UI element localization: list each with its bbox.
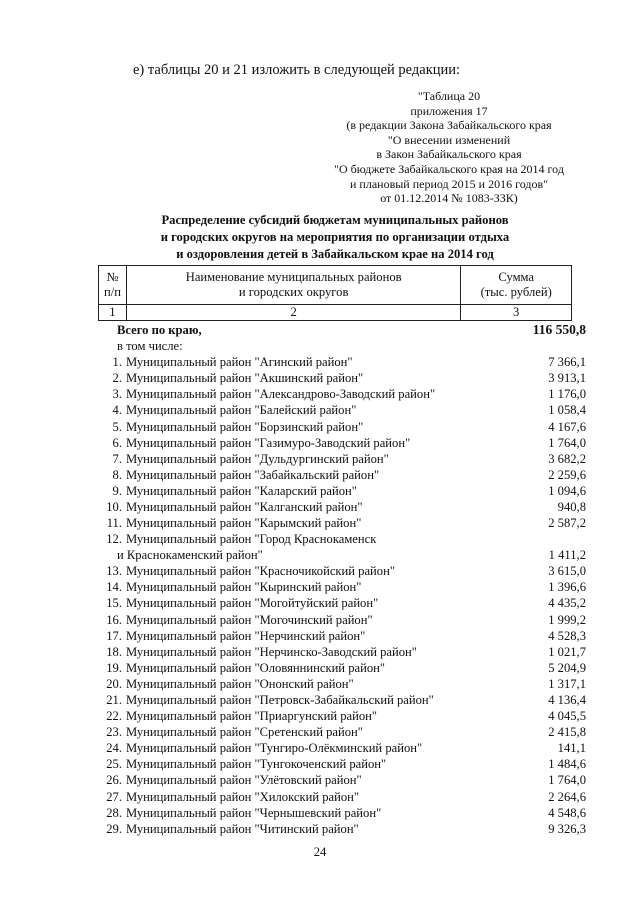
row-number: 26. <box>106 773 122 788</box>
table-row <box>100 579 586 595</box>
row-name: Муниципальный район "Акшинский район" <box>126 371 364 386</box>
row-value: 1 764,0 <box>548 773 586 788</box>
table-row <box>100 724 586 740</box>
table-row <box>100 435 586 451</box>
table-row <box>100 740 586 756</box>
row-number: 23. <box>106 725 122 740</box>
row-number: 15. <box>106 596 122 611</box>
row-name: Муниципальный район "Агинский район" <box>126 355 353 370</box>
row-name: Муниципальный район "Забайкальский район" <box>126 467 380 482</box>
header-line: и плановый период 2015 и 2016 годов" <box>349 176 549 191</box>
row-name: Муниципальный район "Читинский район" <box>126 821 359 836</box>
total-label: Всего по краю, <box>117 323 202 337</box>
row-number: 18. <box>106 644 122 659</box>
row-number: 21. <box>106 692 122 707</box>
row-value: 141,1 <box>557 741 586 756</box>
including-label: в том числе: <box>117 339 183 354</box>
row-number: 25. <box>106 757 122 772</box>
row-name: Муниципальный район "Могойтуйский район" <box>126 596 379 611</box>
table-row <box>100 644 586 660</box>
row-name: Муниципальный район "Александрово-Заводский район" <box>126 387 436 402</box>
column-number-cell: 1 <box>99 305 127 321</box>
row-name: Муниципальный район "Калганский район" <box>126 500 363 515</box>
row-name: Муниципальный район "Нерчинско-Заводский район" <box>126 644 417 659</box>
table-row <box>100 419 586 435</box>
row-name: Муниципальный район "Кыринский район" <box>126 580 362 595</box>
header-line: приложения 17 <box>410 103 488 118</box>
row-value: 9 326,3 <box>548 821 586 836</box>
row-value: 1 176,0 <box>548 387 586 402</box>
table-body <box>100 322 586 837</box>
row-value: 2 264,6 <box>548 789 586 804</box>
table-row <box>100 354 586 370</box>
title-line: Распределение субсидий бюджетам муниципальных районов <box>161 213 509 227</box>
table-row <box>100 789 586 805</box>
row-value: 940,8 <box>557 500 586 515</box>
header-text: (тыс. рублей) <box>480 285 552 299</box>
row-number: 3. <box>112 387 122 402</box>
row-number: 10. <box>106 500 122 515</box>
table-row <box>100 515 586 531</box>
row-number: 27. <box>106 789 122 804</box>
row-name: Муниципальный район "Карымский район" <box>126 516 362 531</box>
row-number: 6. <box>112 435 122 450</box>
row-value: 4 528,3 <box>548 628 586 643</box>
header-line: от 01.12.2014 № 1083-ЗЗК) <box>380 191 518 206</box>
row-number: 14. <box>106 580 122 595</box>
row-value: 3 615,0 <box>548 564 586 579</box>
header-cell-sum <box>461 266 572 305</box>
table-reference-header <box>318 89 580 206</box>
row-number: 2. <box>112 371 122 386</box>
row-value: 1 484,6 <box>548 757 586 772</box>
intro-text: е) таблицы 20 и 21 изложить в следующей редакции: <box>133 62 461 78</box>
row-name: Муниципальный район "Нерчинский район" <box>126 628 366 643</box>
table-row <box>100 708 586 724</box>
row-number: 13. <box>106 564 122 579</box>
row-name: Муниципальный район "Чернышевский район" <box>126 805 382 820</box>
including-row <box>100 338 586 354</box>
row-number: 8. <box>112 467 122 482</box>
header-text: Сумма <box>498 270 535 284</box>
table-row <box>100 612 586 628</box>
row-value: 1 021,7 <box>548 644 586 659</box>
header-text: и городских округов <box>238 285 349 299</box>
row-value: 1 411,2 <box>548 548 586 563</box>
row-number: 1. <box>112 355 122 370</box>
table-row <box>100 451 586 467</box>
table-row <box>100 483 586 499</box>
row-value: 3 913,1 <box>548 371 586 386</box>
table-row <box>100 402 586 418</box>
row-value: 1 764,0 <box>548 435 586 450</box>
row-number: 16. <box>106 612 122 627</box>
row-number: 4. <box>112 403 122 418</box>
table-row <box>100 595 586 611</box>
row-name: Муниципальный район "Приаргунский район" <box>126 709 378 724</box>
row-value: 7 366,1 <box>548 355 586 370</box>
row-name: Муниципальный район "Дульдургинский район" <box>126 451 389 466</box>
row-value: 4 548,6 <box>548 805 586 820</box>
row-number: 17. <box>106 628 122 643</box>
row-number: 7. <box>112 451 122 466</box>
table-row <box>100 628 586 644</box>
row-value: 2 415,8 <box>548 725 586 740</box>
row-name: Муниципальный район "Борзинский район" <box>126 419 364 434</box>
row-value: 1 999,2 <box>548 612 586 627</box>
row-value: 1 058,4 <box>548 403 586 418</box>
table-row <box>100 756 586 772</box>
column-number-cell: 2 <box>126 305 461 321</box>
column-number-cell: 3 <box>461 305 572 321</box>
row-number: 11. <box>106 516 122 531</box>
row-name: Муниципальный район "Сретенский район" <box>126 725 363 740</box>
row-number: 22. <box>106 709 122 724</box>
row-value: 4 167,6 <box>548 419 586 434</box>
header-text: № <box>106 270 119 284</box>
row-number: 29. <box>106 821 122 836</box>
row-name: Муниципальный район "Город Краснокаменск <box>126 532 377 547</box>
row-name: Муниципальный район "Тунгиро-Олёкминский район" <box>126 741 423 756</box>
row-name: Муниципальный район "Оловяннинский район" <box>126 660 385 675</box>
page-number: 24 <box>313 845 327 859</box>
row-value: 2 259,6 <box>548 467 586 482</box>
row-value: 1 094,6 <box>548 483 586 498</box>
table-row <box>100 805 586 821</box>
row-name: Муниципальный район "Балейский район" <box>126 403 357 418</box>
table-row <box>100 692 586 708</box>
total-row <box>100 322 586 338</box>
row-name: Муниципальный район "Улётовский район" <box>126 773 362 788</box>
header-line: "О бюджете Забайкальского края на 2014 год <box>334 161 564 176</box>
table-row <box>100 386 586 402</box>
table-row <box>100 531 586 563</box>
title-line: и оздоровления детей в Забайкальском крае на 2014 год <box>176 247 494 261</box>
header-cell-number <box>99 266 127 305</box>
document-title <box>120 212 550 263</box>
row-number: 19. <box>106 660 122 675</box>
row-value: 1 317,1 <box>548 676 586 691</box>
row-number: 20. <box>106 676 122 691</box>
row-name: Муниципальный район "Хилокский район" <box>126 789 360 804</box>
row-number: 28. <box>106 805 122 820</box>
row-name-continued: и Краснокаменский район" <box>117 548 263 563</box>
row-name: Муниципальный район "Петровск-Забайкальский район" <box>126 692 434 707</box>
table-row <box>100 772 586 788</box>
header-line: "Таблица 20 <box>417 89 481 103</box>
table-row <box>100 676 586 692</box>
row-value: 2 587,2 <box>548 516 586 531</box>
row-name: Муниципальный район "Ононский район" <box>126 676 354 691</box>
row-value: 5 204,9 <box>548 660 586 675</box>
header-text: п/п <box>103 285 121 299</box>
row-name: Муниципальный район "Красночикойский район" <box>126 564 395 579</box>
header-line: "О внесении изменений <box>387 132 511 147</box>
header-text: Наименование муниципальных районов <box>185 270 402 284</box>
row-name: Муниципальный район "Газимуро-Заводский район" <box>126 435 411 450</box>
table-row <box>100 821 586 837</box>
row-name: Муниципальный район "Каларский район" <box>126 483 357 498</box>
header-cell-name <box>126 266 461 305</box>
row-value: 3 682,2 <box>548 451 586 466</box>
row-name: Муниципальный район "Могочинский район" <box>126 612 373 627</box>
total-value: 116 550,8 <box>532 322 586 337</box>
row-number: 9. <box>112 483 122 498</box>
header-line: в Закон Забайкальского края <box>376 147 522 162</box>
title-line: и городских округов на мероприятия по организации отдыха <box>160 230 510 244</box>
table-row <box>100 499 586 515</box>
header-line: (в редакции Закона Забайкальского края <box>346 118 552 133</box>
table-row <box>100 467 586 483</box>
row-number: 5. <box>112 419 122 434</box>
row-value: 4 045,5 <box>548 709 586 724</box>
row-name: Муниципальный район "Тунгокоченский район" <box>126 757 387 772</box>
row-number: 12. <box>106 532 122 547</box>
table-row <box>100 370 586 386</box>
row-value: 4 136,4 <box>548 692 586 707</box>
row-value: 1 396,6 <box>548 580 586 595</box>
row-number: 24. <box>106 741 122 756</box>
table-row <box>100 563 586 579</box>
table-header-grid <box>98 265 572 321</box>
table-row <box>100 660 586 676</box>
row-value: 4 435,2 <box>548 596 586 611</box>
